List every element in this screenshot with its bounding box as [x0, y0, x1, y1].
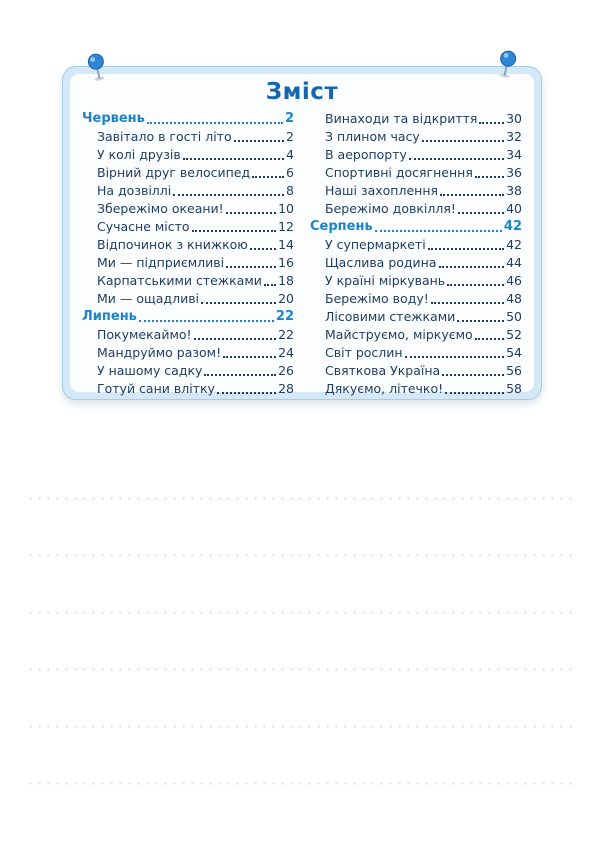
toc-entry-page: 32 [506, 129, 522, 144]
dotted-leader [201, 302, 276, 304]
toc-item-row [82, 325, 294, 343]
toc-item-row [310, 127, 522, 145]
toc-column-left [82, 109, 294, 397]
toc-entry-page: 30 [506, 111, 522, 126]
toc-entry-label: Вірний друг велосипед [97, 165, 251, 180]
dotted-leader [445, 392, 504, 394]
dotted-leader [457, 320, 504, 322]
toc-entry-page: 44 [506, 255, 522, 270]
toc-entry-label: Бережімо довкілля! [325, 201, 456, 216]
toc-entry-page: 14 [278, 237, 294, 252]
toc-columns [82, 109, 522, 397]
dotted-leader [439, 266, 505, 268]
toc-entry-page: 46 [506, 273, 522, 288]
dotted-leader [183, 158, 284, 160]
toc-entry-page: 4 [286, 147, 294, 162]
dotted-leader [264, 284, 276, 286]
dotted-notebook-lines [26, 470, 574, 818]
toc-entry-label: Дякуємо, літечко! [325, 381, 444, 396]
toc-column-right [310, 109, 522, 397]
toc-section-row [310, 217, 522, 235]
toc-entry-page: 58 [506, 381, 522, 396]
dotted-leader [217, 392, 276, 394]
toc-entry-page: 12 [278, 219, 294, 234]
toc-entry-page: 42 [506, 237, 522, 252]
toc-item-row [82, 271, 294, 289]
page-title: Зміст [265, 79, 339, 105]
toc-entry-page: 40 [506, 201, 522, 216]
dotted-leader [192, 230, 277, 232]
toc-entry-label: Серпень [310, 219, 373, 234]
toc-item-row [82, 379, 294, 397]
dotted-leader [139, 320, 274, 322]
toc-entry-label: Щаслива родина [325, 255, 437, 270]
dotted-leader [447, 284, 504, 286]
toc-entry-page: 52 [506, 327, 522, 342]
toc-panel-inner [70, 74, 534, 396]
dotted-leader [409, 158, 504, 160]
toc-entry-page: 16 [278, 255, 294, 270]
toc-item-row [82, 361, 294, 379]
dotted-leader [223, 356, 276, 358]
toc-entry-page: 48 [506, 291, 522, 306]
toc-item-row [82, 343, 294, 361]
toc-entry-page: 2 [286, 129, 294, 144]
toc-entry-label: У колі друзів [97, 147, 181, 162]
toc-entry-label: В аеропорту [325, 147, 407, 162]
toc-item-row [310, 307, 522, 325]
toc-entry-label: Збережімо океани! [97, 201, 224, 216]
toc-entry-page: 26 [278, 363, 294, 378]
toc-entry-page: 54 [506, 345, 522, 360]
toc-entry-label: Покумекаймо! [97, 327, 192, 342]
dotted-leader [431, 302, 504, 304]
dotted-leader [226, 266, 276, 268]
toc-entry-page: 42 [503, 219, 522, 234]
toc-entry-page: 34 [506, 147, 522, 162]
toc-item-row [310, 253, 522, 271]
toc-entry-label: Готуй сани влітку [97, 381, 215, 396]
toc-item-row [82, 181, 294, 199]
toc-item-row [82, 145, 294, 163]
toc-item-row [310, 145, 522, 163]
dotted-leader [458, 212, 504, 214]
toc-item-row [310, 199, 522, 217]
toc-entry-page: 6 [286, 165, 294, 180]
toc-entry-label: У країні міркувань [325, 273, 446, 288]
toc-entry-page: 8 [286, 183, 294, 198]
dotted-leader [442, 374, 504, 376]
dotted-leader [475, 338, 504, 340]
toc-entry-label: Сучасне місто [97, 219, 190, 234]
toc-item-row [310, 181, 522, 199]
toc-item-row [310, 163, 522, 181]
toc-item-row [310, 109, 522, 127]
toc-item-row [82, 163, 294, 181]
toc-entry-label: Винаходи та відкриття [325, 111, 478, 126]
pushpin-icon-left [81, 50, 113, 85]
toc-item-row [310, 271, 522, 289]
toc-entry-page: 56 [506, 363, 522, 378]
dotted-leader [475, 176, 504, 178]
toc-entry-label: Відпочинок з книжкою [97, 237, 248, 252]
toc-entry-label: Лісовими стежками [325, 309, 456, 324]
toc-entry-page: 50 [506, 309, 522, 324]
dotted-leader [405, 356, 505, 358]
toc-entry-label: Ми — ощадливі [97, 291, 200, 306]
dotted-leader [173, 194, 284, 196]
dotted-leader [204, 374, 276, 376]
dotted-leader [250, 248, 276, 250]
toc-entry-page: 2 [284, 111, 294, 126]
toc-item-row [310, 343, 522, 361]
dotted-leader [422, 140, 504, 142]
toc-entry-label: Карпатськими стежками [97, 273, 262, 288]
dotted-leader [428, 248, 504, 250]
toc-entry-label: Спортивні досягнення [325, 165, 473, 180]
toc-item-row [310, 379, 522, 397]
toc-section-row [82, 109, 294, 127]
toc-entry-page: 22 [275, 309, 294, 324]
toc-item-row [82, 235, 294, 253]
toc-entry-label: Червень [82, 111, 145, 126]
toc-section-row [82, 307, 294, 325]
dotted-leader [252, 176, 284, 178]
toc-entry-page: 22 [278, 327, 294, 342]
toc-entry-label: У нашому садку [97, 363, 203, 378]
toc-entry-label: Бережімо воду! [325, 291, 429, 306]
toc-entry-page: 20 [278, 291, 294, 306]
dotted-leader [234, 140, 284, 142]
toc-entry-label: Липень [82, 309, 137, 324]
toc-item-row [310, 325, 522, 343]
toc-entry-label: З плином часу [325, 129, 420, 144]
toc-item-row [82, 127, 294, 145]
toc-entry-label: Майструємо, міркуємо [325, 327, 473, 342]
toc-entry-label: Святкова Україна [325, 363, 441, 378]
toc-entry-label: Завітало в гості літо [97, 129, 232, 144]
toc-entry-page: 10 [278, 201, 294, 216]
toc-item-row [82, 217, 294, 235]
toc-item-row [82, 289, 294, 307]
toc-entry-label: Мандруймо разом! [97, 345, 222, 360]
toc-item-row [82, 199, 294, 217]
toc-item-row [310, 289, 522, 307]
dotted-leader [375, 230, 502, 232]
dotted-leader [226, 212, 276, 214]
toc-entry-page: 24 [278, 345, 294, 360]
toc-panel [62, 66, 542, 400]
toc-entry-label: Світ рослин [325, 345, 403, 360]
toc-entry-page: 18 [278, 273, 294, 288]
toc-entry-label: Ми — підприємливі [97, 255, 225, 270]
toc-entry-page: 36 [506, 165, 522, 180]
toc-entry-page: 38 [506, 183, 522, 198]
toc-entry-page: 28 [278, 381, 294, 396]
toc-entry-label: У супермаркеті [325, 237, 426, 252]
toc-item-row [82, 253, 294, 271]
dotted-leader [440, 194, 504, 196]
dotted-leader [147, 122, 283, 124]
toc-entry-label: На дозвіллі [97, 183, 172, 198]
toc-item-row [310, 235, 522, 253]
toc-item-row [310, 361, 522, 379]
dotted-leader [194, 338, 277, 340]
toc-entry-label: Наші захоплення [325, 183, 439, 198]
dotted-leader [479, 122, 504, 124]
